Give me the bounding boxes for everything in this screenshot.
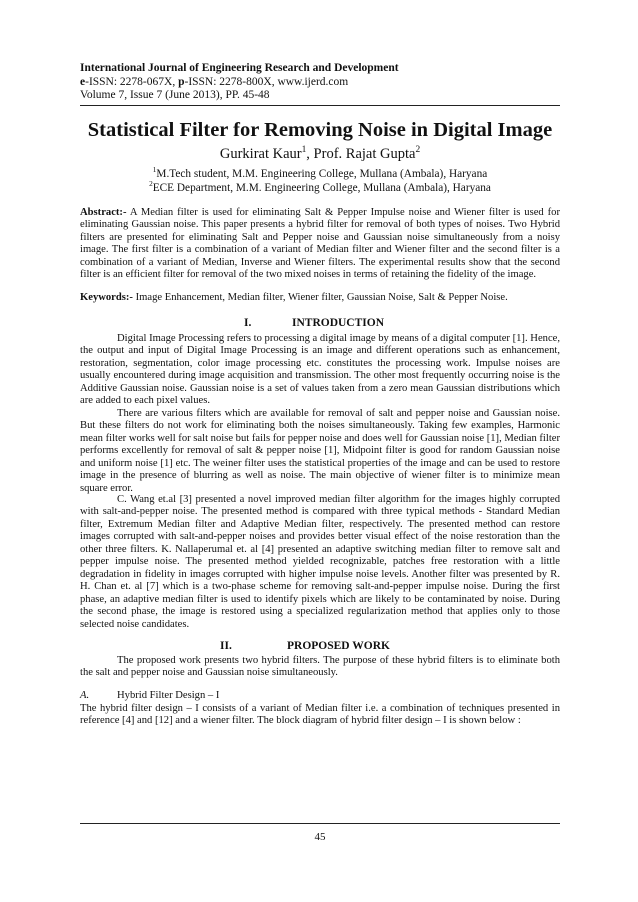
affiliation-2: $^2$ECE Department, M.M. Engineering College, Mullana (Ambala), Haryana [149, 179, 491, 194]
subsection-heading: A. Hybrid Filter Design – I [80, 690, 220, 701]
section-title: PROPOSED WORK [287, 640, 390, 652]
intro-paragraph-1: Digital Image Processing refers to processing a digital image by means of a digital computer [1]. Hence, the output and input of Digital Image Processing is an image and different operations such as enhancement, restoration, segmentation, color image processing etc. constitutes the processing work. Impulse noises are usually encountered during image acquisition and transmission. The other most frequently occurring noise is the Additive Gaussian noise. Gaussian noise is a set of values taken from a zero mean Gaussian distributions which are added to each pixel values. [80, 333, 560, 407]
journal-issn: e-ISSN: 2278-067X, p-ISSN: 2278-800X, www.ijerd.com [80, 75, 349, 88]
abstract: Abstract:- A Median filter is used for eliminating Salt & Pepper Impulse noise and Wiener filter is used for eliminating Gaussian noise. This paper presents a hybrid filter for removal of both types of noises. Two Hybrid filters are presented for eliminating Salt and Pepper noise and Gaussian noise simultaneously from a noisy image. The first filter is a combination of a variant of Median filter and Wiener filter and the second filter is a combination of a variant of Median, Inverse and Wiener filters. The experimental results show that the second filter is an efficient filter for removal of the two mixed noises in terms of retaining the fidelity of the image. [80, 207, 560, 281]
paper-authors: Gurkirat Kaur$^1$, Prof. Rajat Gupta$^2$ [219, 145, 421, 162]
footer-divider [80, 823, 560, 824]
header-divider [80, 105, 560, 106]
proposed-paragraph-2: The hybrid filter design – I consists of a variant of Median filter i.e. a combination of techniques presented in reference [4] and [12] and a wiener filter. The block diagram of hybrid filter design – I is shown below : [80, 703, 560, 727]
journal-header [80, 62, 560, 103]
page-number: 45 [314, 831, 326, 843]
keywords: Keywords:- Image Enhancement, Median filter, Wiener filter, Gaussian Noise, Salt & Pepper Noise. [80, 292, 508, 303]
affiliation-1: $^1$M.Tech student, M.M. Engineering College, Mullana (Ambala), Haryana [152, 165, 488, 180]
intro-paragraph-3: C. Wang et.al [3] presented a novel improved median filter algorithm for the images highly corrupted with salt-and-pepper noise. The presented method is compared with three typical methods - Standard Median filter, Extremum Median filter and Adaptive Median filter, respectively. The presented method can restore images corrupted with salt-and-pepper noises and provides better visual effect of the noise restoration than the other three filters. K. Nallaperumal et. al [4] presented an adaptive switching median filter to remove salt and pepper impulse noise. The presented method yielded recognizable, patches free restoration with a little degradation in fidelity in images corrupted with higher impulse noise levels. Another filter was presented by R. H. Chan et. al [7] which is a two-phase scheme for removing salt-and-pepper impulse noise. During the first phase, an adaptive median filter is used to identify pixels which are likely to be contaminated by noise. During the second phase, the image is restored using a specialized regularization method that applies only to those selected noise candidates. [80, 494, 560, 630]
section-number: II. [220, 640, 232, 652]
section-number: I. [244, 317, 252, 329]
paper-title: Statistical Filter for Removing Noise in Digital Image [87, 119, 553, 141]
proposed-paragraph-1: The proposed work presents two hybrid filters. The purpose of these hybrid filters is to eliminate both the salt and pepper noise and Gaussian noise simultaneously. [80, 655, 560, 679]
journal-volume: Volume 7, Issue 7 (June 2013), PP. 45-48 [80, 89, 270, 102]
intro-paragraph-2: There are various filters which are available for removal of salt and pepper noise and Gaussian noise. But these filters do not work for eliminating both the noises simultaneously. Taking few examples, Harmonic mean filter works well for salt noise but fails for pepper noise and does well for Gaussian noise [1], Median filter performs excellently for removal of salt & pepper noise [1], Midpoint filter is good for random Gaussian noise and uniform noise [1] etc. The weiner filter uses the statistical properties of the image and can be used to restore image in the presence of blurring as well as noise. The main objective of wiener filter is to minimize mean square error. [80, 408, 560, 494]
journal-name: International Journal of Engineering Research and Development [80, 62, 399, 74]
section-title: INTRODUCTION [292, 317, 385, 329]
